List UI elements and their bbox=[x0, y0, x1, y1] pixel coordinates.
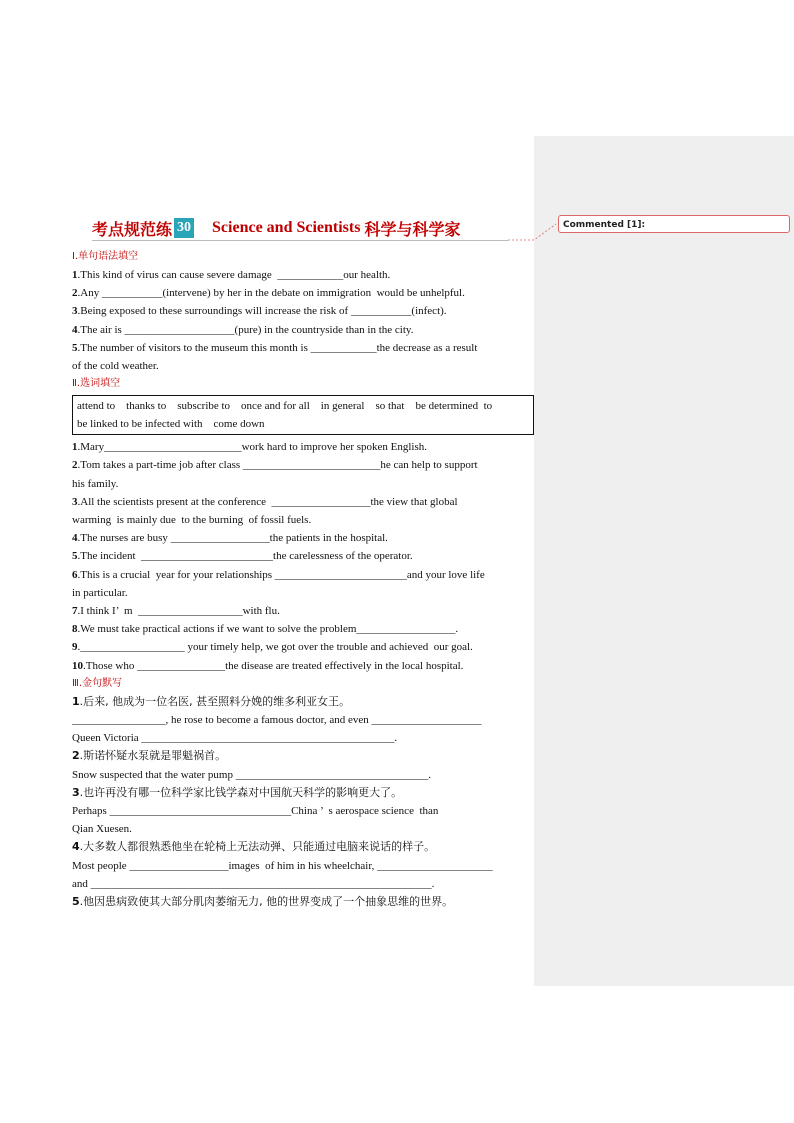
item-text: .大多数人都很熟悉他坐在轮椅上无法动弹、只能通过电脑来说话的样子。 bbox=[79, 840, 436, 854]
item-text: .The air is ____________________(pure) in the countryside than in the city. bbox=[77, 323, 414, 336]
exercise-line bbox=[72, 475, 532, 493]
item-text: in particular. bbox=[72, 586, 128, 599]
document-content bbox=[72, 248, 532, 911]
item-text: _________________, he rose to become a famous doctor, and even ____________________ bbox=[72, 714, 482, 727]
item-text: .We must take practical actions if we want to solve the problem__________________. bbox=[77, 623, 459, 636]
section3-heading: Ⅲ.金句默写 bbox=[72, 677, 123, 689]
item-text: .斯诺怀疑水泵就是罪魁祸首。 bbox=[79, 749, 227, 763]
item-text: .This kind of virus can cause severe damage ____________our health. bbox=[77, 269, 391, 281]
title-english-chinese: 科学与科学家 bbox=[364, 219, 461, 239]
title-chinese: 考点规范练 bbox=[92, 219, 173, 239]
exercise-line bbox=[72, 266, 532, 284]
item-number: 1 bbox=[72, 269, 78, 281]
exercise-line bbox=[72, 875, 532, 893]
item-number: 3 bbox=[72, 305, 78, 318]
exercise-line bbox=[72, 893, 532, 911]
exercise-line bbox=[72, 302, 532, 320]
item-number: 10 bbox=[72, 659, 83, 672]
comment-label: Commented [1]: bbox=[563, 220, 646, 230]
item-number: 8 bbox=[72, 623, 78, 636]
exercise-line bbox=[72, 657, 532, 675]
exercise-line bbox=[72, 711, 532, 729]
item-text: Qian Xuesen. bbox=[72, 823, 132, 836]
exercise-line bbox=[72, 529, 532, 547]
word-bank-line-2: be linked to be infected with come down bbox=[77, 418, 265, 431]
word-bank-line-1: attend to thanks to subscribe to once and for all in general so that be determined to bbox=[77, 400, 493, 413]
exercise-line bbox=[72, 620, 532, 638]
item-text: .Those who ________________the disease are treated effectively in the local hospital. bbox=[83, 659, 464, 672]
section2-list bbox=[72, 438, 532, 675]
item-number: 2 bbox=[72, 287, 78, 300]
item-number: 1 bbox=[72, 441, 78, 454]
item-text: .后来, 他成为一位名医, 甚至照料分娩的维多利亚女王。 bbox=[79, 694, 351, 708]
item-number: 1 bbox=[72, 694, 80, 708]
exercise-line bbox=[72, 284, 532, 302]
exercise-line bbox=[72, 693, 532, 711]
item-text: .Any ___________(intervene) by her in the debate on immigration would be unhelpful. bbox=[77, 287, 465, 300]
exercise-line bbox=[72, 438, 532, 456]
item-text: .This is a crucial year for your relationships ________________________and your love life bbox=[77, 568, 485, 581]
exercise-line bbox=[72, 493, 532, 511]
item-text: warming is mainly due to the burning of fossil fuels. bbox=[72, 514, 312, 527]
item-text: .The incident ________________________the carelessness of the operator. bbox=[77, 550, 413, 563]
exercise-line bbox=[72, 547, 532, 565]
item-number: 4 bbox=[72, 323, 78, 336]
section1-heading: Ⅰ.单句语法填空 bbox=[72, 251, 139, 262]
exercise-line bbox=[72, 602, 532, 620]
title-english: Science and Scientists bbox=[212, 219, 361, 236]
item-text: Queen Victoria ______________________________________________. bbox=[72, 732, 398, 745]
exercise-line bbox=[72, 838, 532, 856]
item-text: and ______________________________________________________________. bbox=[72, 877, 435, 890]
item-text: .他因患病致使其大部分肌肉萎缩无力, 他的世界变成了一个抽象思维的世界。 bbox=[79, 895, 454, 909]
item-text: .All the scientists present at the conference __________________the view that global bbox=[77, 495, 458, 508]
comment-pane bbox=[534, 136, 794, 986]
item-text: .Tom takes a part-time job after class _________________________he can help to support bbox=[77, 459, 478, 472]
exercise-line bbox=[72, 820, 532, 838]
exercise-line bbox=[72, 321, 532, 339]
exercise-line bbox=[72, 857, 532, 875]
item-number: 6 bbox=[72, 568, 78, 581]
item-number: 5 bbox=[72, 550, 78, 563]
item-number: 5 bbox=[72, 341, 78, 354]
exercise-line bbox=[72, 729, 532, 747]
item-number: 4 bbox=[72, 532, 78, 545]
exercise-line bbox=[72, 638, 532, 656]
item-number: 3 bbox=[72, 785, 80, 799]
exercise-line bbox=[72, 802, 532, 820]
exercise-line bbox=[72, 747, 532, 765]
section1-list bbox=[72, 266, 532, 357]
exercise-line bbox=[72, 456, 532, 474]
item-number: 4 bbox=[72, 840, 80, 854]
exercise-line bbox=[72, 784, 532, 802]
item-text: Perhaps _________________________________China ’ s aerospace science than bbox=[72, 805, 439, 818]
section1-continuation: of the cold weather. bbox=[72, 360, 159, 373]
item-text: .I think I’ m ___________________with flu. bbox=[77, 605, 280, 618]
item-text: Snow suspected that the water pump ___________________________________. bbox=[72, 768, 431, 781]
comment-balloon[interactable] bbox=[558, 215, 790, 233]
page-title bbox=[92, 216, 508, 241]
item-text: .Mary_________________________work hard to improve her spoken English. bbox=[77, 441, 428, 454]
item-number: 2 bbox=[72, 459, 78, 472]
section2-heading: Ⅱ.选词填空 bbox=[72, 378, 121, 390]
section3-list bbox=[72, 693, 532, 911]
item-text: Most people __________________images of him in his wheelchair, _____________________ bbox=[72, 859, 493, 872]
item-number: 3 bbox=[72, 495, 78, 508]
item-text: .也许再没有哪一位科学家比钱学森对中国航天科学的影响更大了。 bbox=[79, 785, 403, 799]
item-text: .The nurses are busy __________________the patients in the hospital. bbox=[77, 532, 388, 545]
item-text: .Being exposed to these surroundings will increase the risk of ___________(infect). bbox=[77, 305, 447, 318]
exercise-line bbox=[72, 766, 532, 784]
exercise-line bbox=[72, 566, 532, 584]
title-number-badge: 30 bbox=[174, 218, 194, 238]
exercise-line bbox=[72, 511, 532, 529]
item-text: .___________________ your timely help, we got over the trouble and achieved our goal. bbox=[77, 641, 473, 654]
exercise-line bbox=[72, 339, 532, 357]
word-bank-box bbox=[72, 395, 534, 435]
item-number: 2 bbox=[72, 749, 80, 763]
item-number: 7 bbox=[72, 605, 78, 618]
item-number: 5 bbox=[72, 895, 80, 909]
exercise-line bbox=[72, 584, 532, 602]
item-number: 9 bbox=[72, 641, 78, 654]
item-text: his family. bbox=[72, 477, 119, 490]
item-text: .The number of visitors to the museum this month is ____________the decrease as a result bbox=[77, 341, 478, 354]
